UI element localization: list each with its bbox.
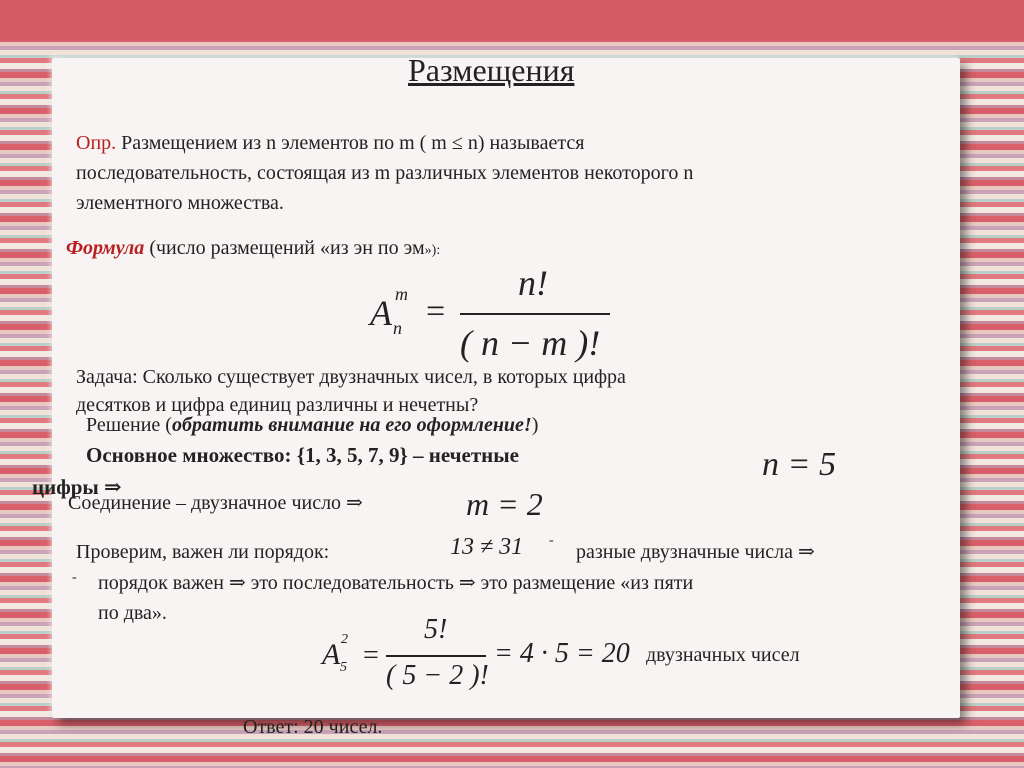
check-line-1-prefix: Проверим, важен ли порядок: — [76, 541, 330, 563]
solution-emphasis: обратить внимание на его оформление! — [171, 414, 532, 436]
formula-fraction-bar — [460, 313, 610, 315]
formula-label-line — [66, 233, 440, 266]
definition-line-1 — [76, 128, 584, 158]
solution-suffix: ) — [531, 414, 539, 436]
check-dash: - — [549, 533, 554, 548]
top-stripe — [0, 0, 1024, 40]
answer-text: Ответ: 20 чисел. — [243, 716, 383, 738]
base-set-line-1: Основное множество: {1, 3, 5, 7, 9} – нечетные — [86, 443, 519, 467]
calc-result: = 4 · 5 = 20 — [494, 638, 630, 669]
solution-prefix: Решение ( — [86, 414, 172, 436]
definition-prefix: Опр. — [76, 132, 117, 154]
formula-eq: = — [426, 293, 446, 330]
n-equals-5: n = 5 — [762, 446, 836, 483]
calc-eq: = — [363, 640, 379, 671]
formula-desc-end: »): — [424, 243, 441, 258]
calc-denominator: ( 5 − 2 )! — [386, 660, 489, 691]
connection-text: Соединение – двузначное число ⇒ — [68, 492, 363, 514]
check-line-3: по два». — [98, 602, 167, 624]
formula-desc: (число размещений «из эн по эм — [144, 237, 425, 259]
calc-numerator: 5! — [424, 614, 448, 645]
m-equals-2: m = 2 — [466, 486, 543, 522]
check-inequality: 13 ≠ 31 — [450, 534, 524, 560]
calc-fraction-bar — [386, 655, 486, 657]
formula-A: A — [370, 293, 392, 333]
calc-sup: 2 — [341, 632, 348, 647]
base-set-line-2: цифры ⇒ — [32, 475, 122, 499]
calc-sub: 5 — [340, 660, 347, 675]
check-line-2: порядок важен ⇒ это последовательность ⇒ это размещение «из пяти — [98, 572, 694, 594]
check-line-1-suffix: разные двузначные числа ⇒ — [576, 541, 815, 563]
formula-sup: m — [395, 284, 408, 304]
formula-numerator: n! — [518, 263, 548, 303]
definition-line-2: последовательность, состоящая из m различных элементов некоторого n — [76, 162, 694, 184]
calc-unit: двузначных чисел — [646, 644, 800, 666]
task-line-1: Задача: Сколько существует двузначных чисел, в которых цифра — [76, 366, 626, 388]
check-bullet: - — [72, 570, 77, 585]
definition-line-3: элементного множества. — [76, 192, 284, 214]
calc-A: A — [322, 638, 341, 671]
formula-sub: n — [393, 318, 402, 338]
task-line-2: десятков и цифра единиц различны и нечетны? — [76, 394, 479, 416]
definition-text-1: Размещением из n элементов по m ( m ≤ n) называется — [116, 132, 585, 154]
formula-denominator: ( n − m )! — [460, 323, 601, 363]
slide-title: Размещения — [408, 52, 575, 88]
solution-line — [86, 410, 538, 440]
formula-label: Формула — [66, 237, 145, 259]
